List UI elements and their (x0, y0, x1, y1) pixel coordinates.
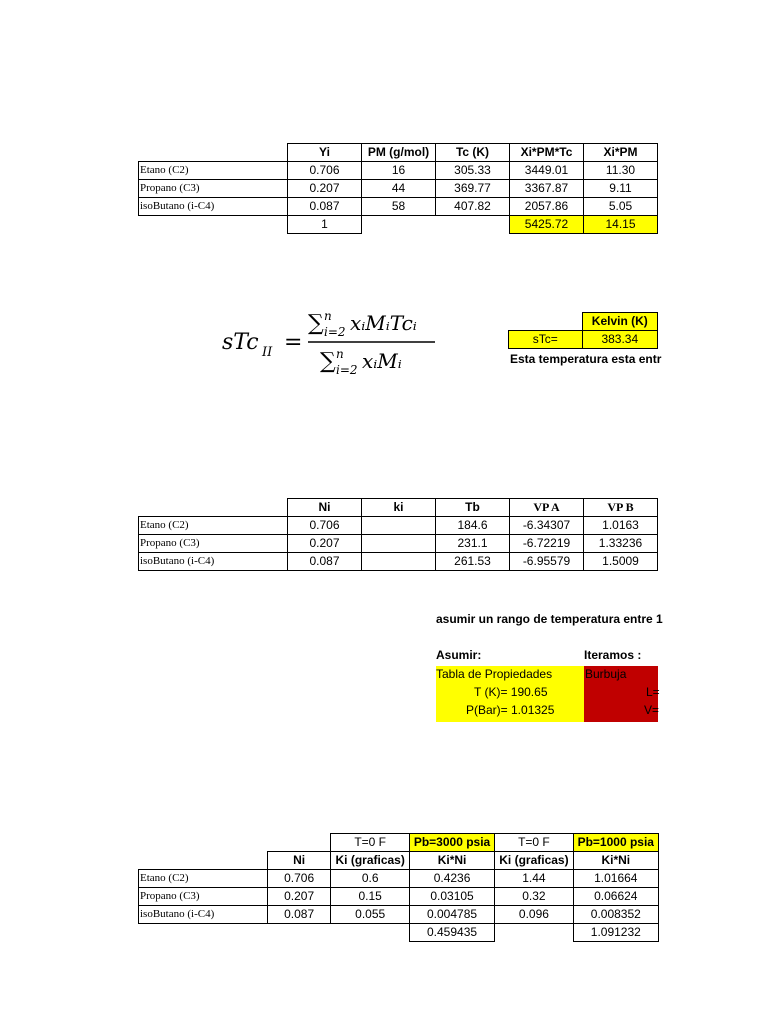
header-ki-ni: Ki*Ni (573, 852, 658, 870)
cell: 1.33236 (584, 535, 658, 553)
component-name: Propano (C3) (139, 888, 268, 906)
num-lower: i=2 (324, 325, 346, 339)
header-tc: Tc (K) (436, 144, 510, 162)
conditions-row (139, 834, 659, 852)
cell: 0.03105 (409, 888, 494, 906)
cell: 5.05 (584, 198, 658, 216)
kelvin-header: Kelvin (K) (582, 313, 657, 331)
cell: 0.15 (331, 888, 409, 906)
l-label: L= (646, 685, 660, 699)
cell: -6.34307 (510, 517, 584, 535)
cell: 0.32 (495, 888, 573, 906)
cell: 0.087 (288, 553, 362, 571)
cell: 0.087 (288, 198, 362, 216)
num-upper: n (324, 309, 332, 323)
temp-condition-1: T=0 F (331, 834, 409, 852)
properties-table (138, 143, 658, 234)
cell: 231.1 (436, 535, 510, 553)
table-row (139, 198, 658, 216)
stc-result-block (508, 312, 662, 372)
cell: 1.0163 (584, 517, 658, 535)
sum-ki-ni-2: 1.091232 (573, 924, 658, 942)
empty-cell (436, 216, 510, 234)
header-ni: Ni (288, 499, 362, 517)
empty-cell (331, 924, 409, 942)
cell: 3449.01 (510, 162, 584, 180)
asumir-label: Asumir: (436, 648, 482, 662)
den-lower: i=2 (336, 363, 358, 377)
cell: 0.087 (267, 906, 331, 924)
cell: 0.706 (267, 870, 331, 888)
table-header-row (139, 144, 658, 162)
cell: 184.6 (436, 517, 510, 535)
cell (362, 517, 436, 535)
component-name: Etano (C2) (139, 870, 268, 888)
cell: 1.01664 (573, 870, 658, 888)
assumption-block (436, 610, 663, 722)
table-row (139, 162, 658, 180)
cell: 407.82 (436, 198, 510, 216)
table-row (139, 535, 658, 553)
cell: 261.53 (436, 553, 510, 571)
pressure-condition-2: Pb=1000 psia (573, 834, 658, 852)
cell: 1.44 (495, 870, 573, 888)
cell: 0.06624 (573, 888, 658, 906)
header-ki-ni: Ki*Ni (409, 852, 494, 870)
formula-lhs: sTc (222, 330, 259, 355)
sum-row (139, 924, 659, 942)
sum-ki-ni-1: 0.459435 (409, 924, 494, 942)
table-row (139, 870, 659, 888)
component-name: Etano (C2) (139, 162, 288, 180)
empty-cell (139, 144, 288, 162)
cell: 0.008352 (573, 906, 658, 924)
stc-formula (220, 300, 450, 380)
cell: 1.5009 (584, 553, 658, 571)
stc-note: Esta temperatura esta entr (510, 352, 662, 366)
cell: 369.77 (436, 180, 510, 198)
k-values-block (138, 833, 659, 948)
cell: 3367.87 (510, 180, 584, 198)
header-vpb: VP B (584, 499, 658, 517)
table-row (139, 180, 658, 198)
table-header-row (139, 852, 659, 870)
header-tb: Tb (436, 499, 510, 517)
temperature-value: T (K)= 190.65 (474, 685, 548, 699)
table-header-row (139, 499, 658, 517)
empty-cell (139, 216, 288, 234)
header-ni: Ni (267, 852, 331, 870)
cell: 0.207 (288, 535, 362, 553)
cell: 0.6 (331, 870, 409, 888)
pressure-condition-1: Pb=3000 psia (409, 834, 494, 852)
den-terms: xᵢMᵢ (362, 349, 402, 373)
den-sum-icon: ∑ (320, 349, 336, 374)
cell: 0.207 (288, 180, 362, 198)
tabla-label: Tabla de Propiedades (436, 667, 553, 681)
header-xi-pm: Xi*PM (584, 144, 658, 162)
cell: 305.33 (436, 162, 510, 180)
cell: 44 (362, 180, 436, 198)
component-name: isoButano (i-C4) (139, 553, 288, 571)
cell: 0.207 (267, 888, 331, 906)
table-row (139, 553, 658, 571)
equals-sign: = (284, 330, 303, 355)
pressure-value: P(Bar)= 1.01325 (466, 703, 555, 717)
cell: 0.706 (288, 517, 362, 535)
vapor-pressure-table (138, 498, 658, 571)
cell (362, 535, 436, 553)
component-name: Propano (C3) (139, 535, 288, 553)
header-vpa: VP A (510, 499, 584, 517)
cell: 58 (362, 198, 436, 216)
cell: 11.30 (584, 162, 658, 180)
empty-cell (509, 313, 583, 331)
stc-value: 383.34 (582, 331, 657, 349)
cell: 0.004785 (409, 906, 494, 924)
properties-box (436, 666, 584, 722)
empty-cell (139, 834, 268, 852)
total-xi-pm-tc: 5425.72 (510, 216, 584, 234)
burbuja-label: Burbuja (585, 667, 627, 681)
header-yi: Yi (288, 144, 362, 162)
header-xi-pm-tc: Xi*PM*Tc (510, 144, 584, 162)
num-terms: xᵢMᵢTcᵢ (350, 311, 417, 335)
header-ki-graficas: Ki (graficas) (495, 852, 573, 870)
num-sum-icon: ∑ (308, 311, 324, 336)
cell: 0.4236 (409, 870, 494, 888)
cell: 16 (362, 162, 436, 180)
header-ki: ki (362, 499, 436, 517)
cell (362, 553, 436, 571)
component-name: isoButano (i-C4) (139, 906, 268, 924)
empty-cell (267, 924, 331, 942)
total-xi-pm: 14.15 (584, 216, 658, 234)
empty-cell (362, 216, 436, 234)
totals-row (139, 216, 658, 234)
table-row (139, 906, 659, 924)
component-name: Etano (C2) (139, 517, 288, 535)
table-row (139, 517, 658, 535)
empty-cell (139, 852, 268, 870)
temp-condition-2: T=0 F (495, 834, 573, 852)
empty-cell (139, 499, 288, 517)
formula-lhs-sub: II (262, 345, 273, 360)
bubble-box (584, 666, 658, 722)
table-row (139, 888, 659, 906)
iteramos-label: Iteramos : (584, 648, 642, 662)
empty-cell (267, 834, 331, 852)
cell: 0.706 (288, 162, 362, 180)
empty-cell (139, 924, 268, 942)
component-name: Propano (C3) (139, 180, 288, 198)
component-name: isoButano (i-C4) (139, 198, 288, 216)
empty-cell (495, 924, 573, 942)
k-values-table (138, 833, 659, 942)
cell: -6.95579 (510, 553, 584, 571)
cell: -6.72219 (510, 535, 584, 553)
total-yi: 1 (288, 216, 362, 234)
cell: 0.096 (495, 906, 573, 924)
den-upper: n (336, 347, 344, 361)
cell: 0.055 (331, 906, 409, 924)
stc-label: sTc= (509, 331, 583, 349)
cell: 9.11 (584, 180, 658, 198)
header-ki-graficas: Ki (graficas) (331, 852, 409, 870)
cell: 2057.86 (510, 198, 584, 216)
range-text: asumir un rango de temperatura entre 1 (436, 612, 663, 626)
v-label: V= (644, 703, 660, 717)
header-pm: PM (g/mol) (362, 144, 436, 162)
